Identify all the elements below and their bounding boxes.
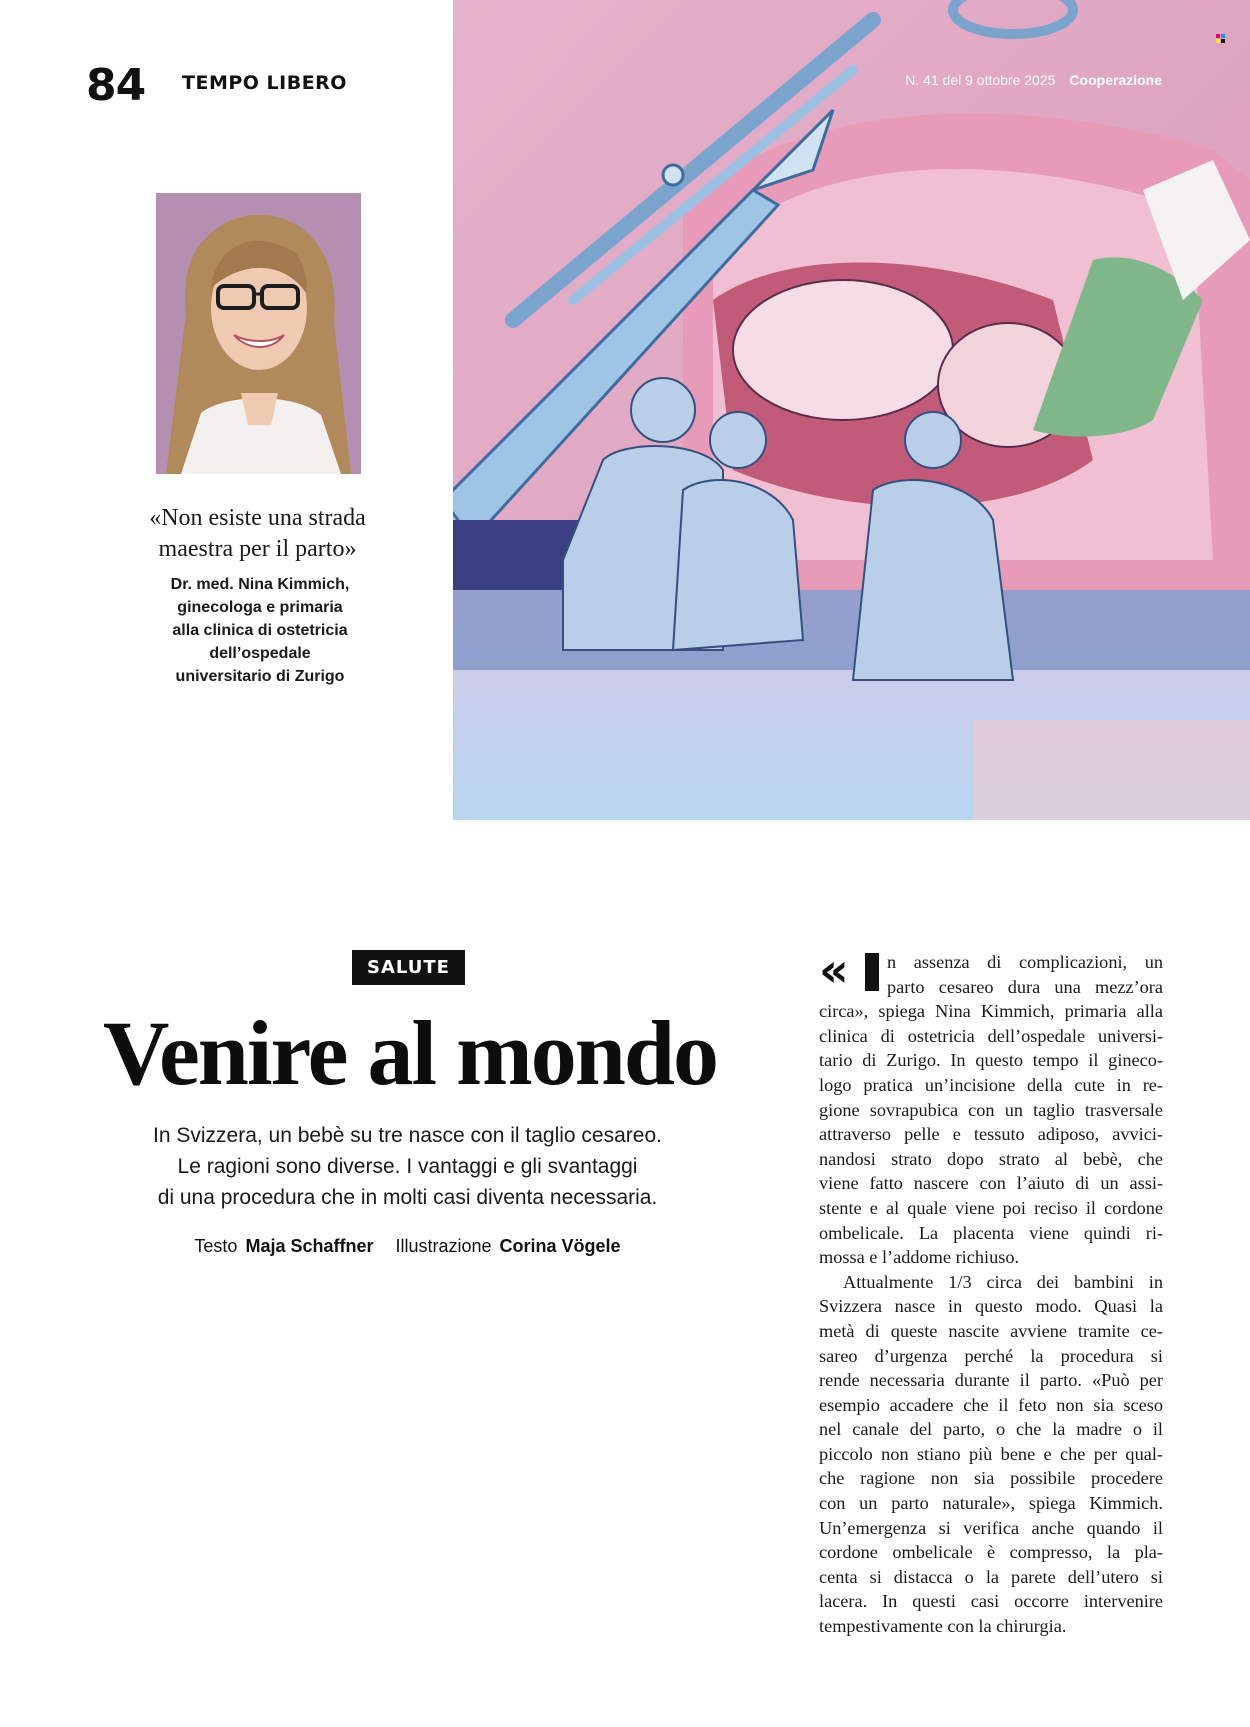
author-line: ginecologa e primaria [177, 599, 343, 616]
category-badge: SALUTE [352, 950, 465, 985]
body-line: piccolo non stiano più bene e che per qual- [819, 1443, 1163, 1464]
text-credit-label: Testo [194, 1236, 238, 1256]
body-line: centa si distacca o la parete dell’utero si [819, 1566, 1163, 1587]
body-line: con un parto naturale», spiega Kimmich. [819, 1493, 1163, 1514]
lead-line: Le ragioni sono diverse. I vantaggi e gli svantaggi [177, 1155, 638, 1178]
lead-line: In Svizzera, un bebè su tre nasce con il taglio cesareo. [153, 1124, 662, 1147]
body-line: Svizzera nasce in questo modo. Quasi la [819, 1296, 1163, 1317]
text-credit-name: Maja Schaffner [245, 1236, 374, 1256]
author-line: dell’ospedale [209, 645, 311, 662]
body-line: che ragione non sia possibile procedere [819, 1468, 1163, 1489]
article-lead [100, 1120, 715, 1213]
body-line: Un’emergenza si verifica anche quando il [819, 1517, 1163, 1538]
body-line: circa», spiega Nina Kimmich, primaria alla [819, 1001, 1163, 1022]
magazine-name: Cooperazione [1069, 72, 1162, 88]
body-line: tario di Zurigo. In questo tempo il gineco- [819, 1050, 1163, 1071]
body-line: lacera. In questi casi occorre intervenire [819, 1591, 1163, 1612]
body-line: clinica di ostetricia dell’ospedale universi- [819, 1025, 1163, 1046]
body-line: n assenza di complicazioni, un [887, 952, 1163, 972]
body-line: rende necessaria durante il parto. «Può per [819, 1370, 1163, 1391]
author-line: universitario di Zurigo [175, 668, 345, 685]
body-line: viene fatto nascere con l’aiuto di un assi- [819, 1173, 1163, 1194]
body-line: parto cesareo dura una mezz’ora [887, 976, 1163, 997]
article-title: Venire al mondo [102, 1002, 718, 1104]
issue-number: N. 41 del 9 ottobre 2025 [905, 72, 1056, 88]
quote-author [140, 573, 380, 688]
illustration-credit-name: Corina Vögele [499, 1236, 621, 1256]
illustration-drawing [453, 0, 1250, 820]
body-line: attraverso pelle e tessuto adiposo, avvici- [819, 1124, 1163, 1145]
body-line: logo pratica un’incisione della cute in re- [819, 1074, 1163, 1095]
author-line: Dr. med. Nina Kimmich, [170, 576, 350, 593]
portrait-photo [156, 193, 361, 474]
issue-info [905, 73, 1162, 87]
drop-cap-guillemet: « [819, 943, 849, 997]
cesarean-illustration [453, 0, 1250, 820]
author-portrait [156, 193, 361, 474]
lead-line: di una procedura che in molti casi diventa necessaria. [157, 1186, 658, 1209]
article-credits [100, 1235, 715, 1257]
body-line: esempio accadere che il feto non sia sceso [819, 1394, 1163, 1415]
illustration-credit-label: Illustrazione [395, 1236, 492, 1256]
body-line: tempestivamente con la chirurgia. [819, 1616, 1067, 1637]
body-line: metà di queste nascite avviene tramite ce- [819, 1320, 1163, 1341]
author-line: alla clinica di ostetricia [172, 622, 348, 639]
body-line: ombelicale. La placenta viene quindi ri- [819, 1222, 1163, 1243]
body-line: cordone ombelicale è compresso, la pla- [819, 1542, 1163, 1563]
body-line: sareo d’urgenza perché la procedura si [819, 1345, 1163, 1366]
page-number: 84 [86, 60, 146, 111]
article-body [819, 950, 1163, 1639]
body-line: Attualmente 1/3 circa dei bambini in [843, 1271, 1163, 1292]
body-line: nandosi strato dopo strato al bebè, che [819, 1148, 1163, 1169]
body-line: mossa e l’addome richiuso. [819, 1247, 1020, 1268]
pull-quote: «Non esiste una strada maestra per il parto» [149, 505, 366, 562]
body-line: stente e al quale viene poi reciso il cordone [819, 1197, 1163, 1218]
body-line: nel canale del parto, o che la madre o il [819, 1419, 1163, 1440]
section-name: TEMPO LIBERO [182, 72, 347, 94]
print-color-mark [1216, 34, 1225, 43]
body-line: gione sovrapubica con un taglio trasversale [819, 1099, 1163, 1120]
